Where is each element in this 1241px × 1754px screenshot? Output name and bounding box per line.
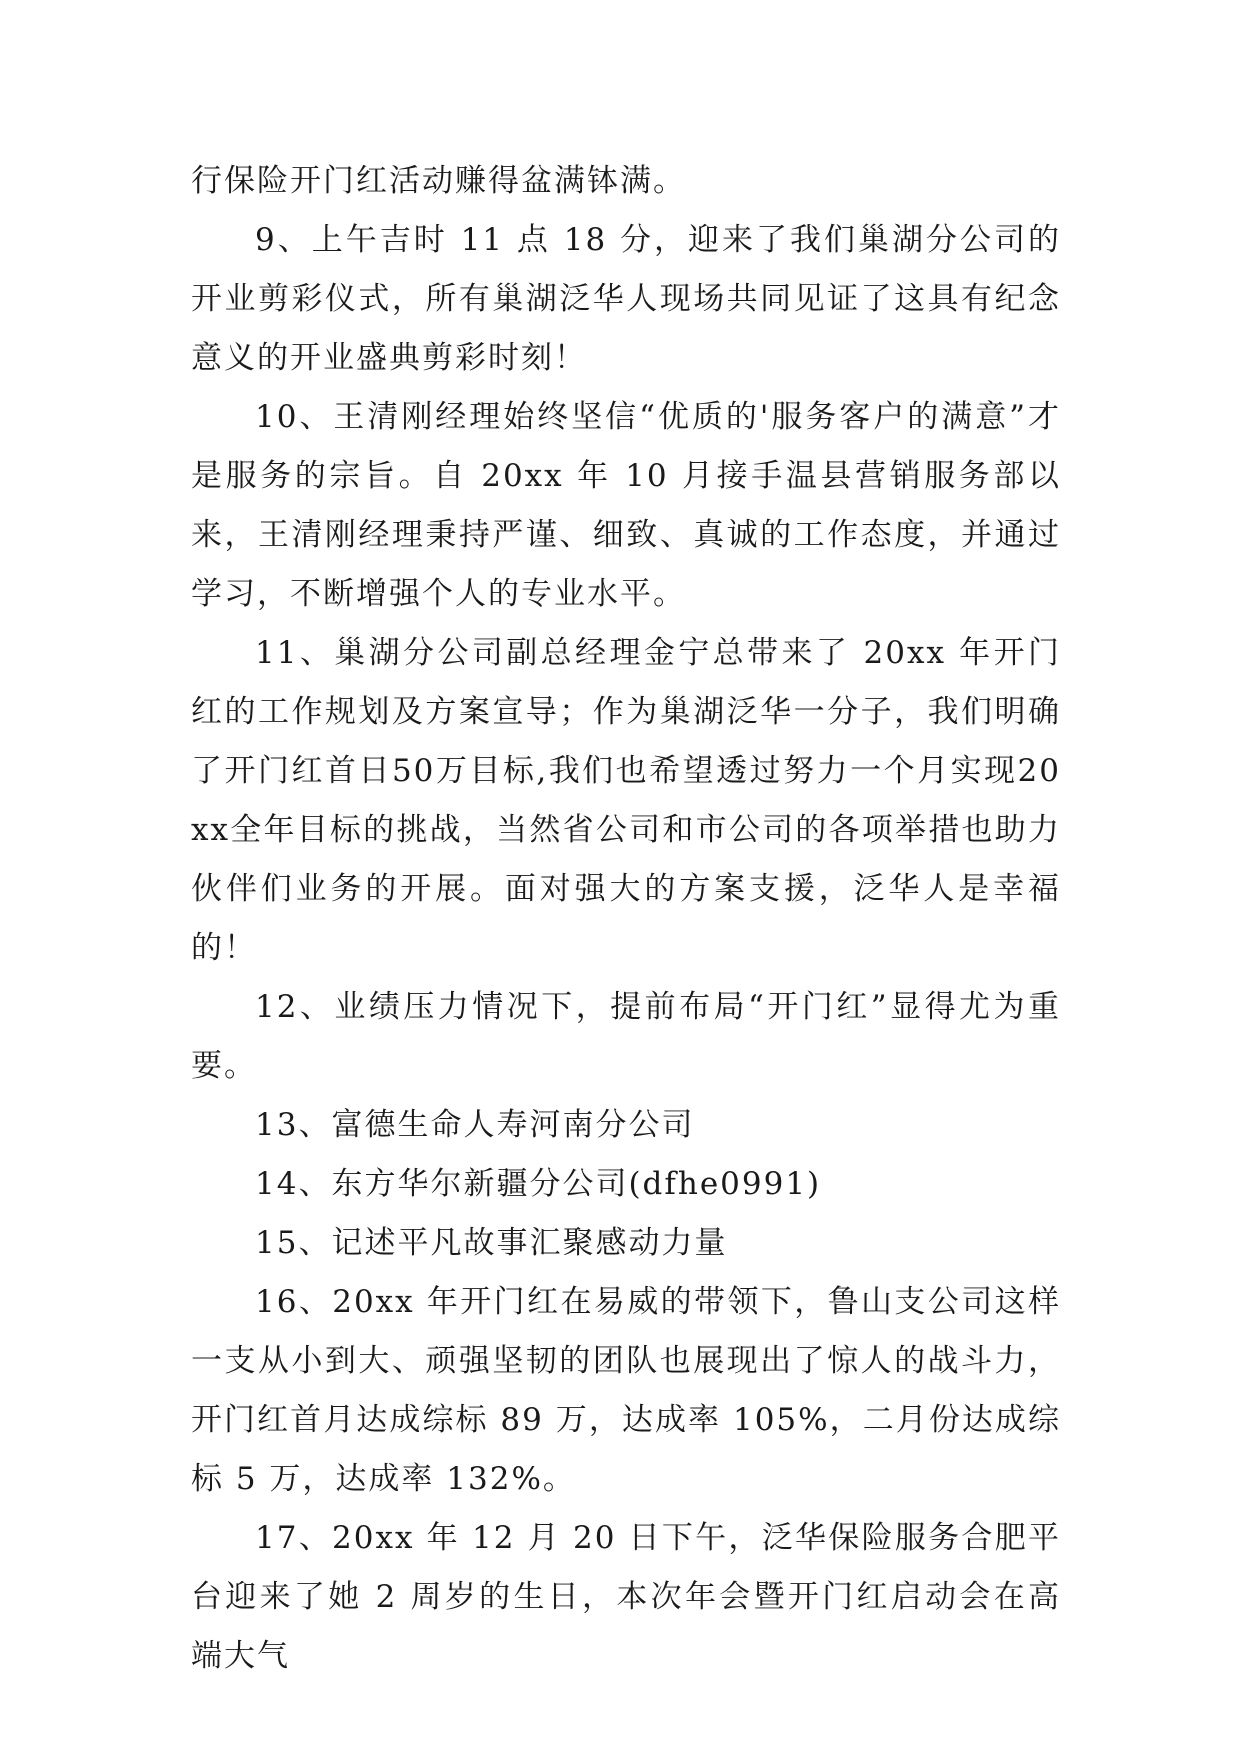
paragraph-item-17: 17、20xx 年 12 月 20 日下午，泛华保险服务合肥平台迎来了她 2 周岁的生日，本次年会暨开门红启动会在高端大气: [191, 1520, 1061, 1674]
paragraph-item-13: 13、富德生命人寿河南分公司: [255, 1107, 695, 1143]
paragraph-item-15: 15、记述平凡故事汇聚感动力量: [255, 1225, 728, 1261]
document-body: [191, 152, 1061, 1686]
paragraph-item-11: 11、巢湖分公司副总经理金宁总带来了 20xx 年开门红的工作规划及方案宣导；作为巢湖泛华一分子，我们明确了开门红首日50万目标,我们也希望透过努力一个月实现20xx全年目标的挑战，当然省公司和市公司的各项举措也助力伙伴们业务的开展。面对强大的方案支援，泛华人是幸福的！: [191, 635, 1061, 966]
paragraph-item-16: 16、20xx 年开门红在易威的带领下，鲁山支公司这样一支从小到大、顽强坚韧的团队也展现出了惊人的战斗力，开门红首月达成综标 89 万，达成率 105%，二月份达成综标 5 万，达成率 132%。: [191, 1284, 1061, 1497]
paragraph-item-14: 14、东方华尔新疆分公司(dfhe0991): [255, 1166, 822, 1202]
paragraph-continuation: 行保险开门红活动赚得盆满钵满。: [191, 163, 686, 199]
paragraph-item-10: 10、王清刚经理始终坚信“优质的'服务客户的满意”才是服务的宗旨。自 20xx 年 10 月接手温县营销服务部以来，王清刚经理秉持严谨、细致、真诚的工作态度，并通过学习，不断增强个人的专业水平。: [191, 399, 1061, 612]
paragraph-item-12: 12、业绩压力情况下，提前布局“开门红”显得尤为重要。: [191, 989, 1061, 1084]
paragraph-item-9: 9、上午吉时 11 点 18 分，迎来了我们巢湖分公司的开业剪彩仪式，所有巢湖泛华人现场共同见证了这具有纪念意义的开业盛典剪彩时刻！: [191, 222, 1061, 376]
